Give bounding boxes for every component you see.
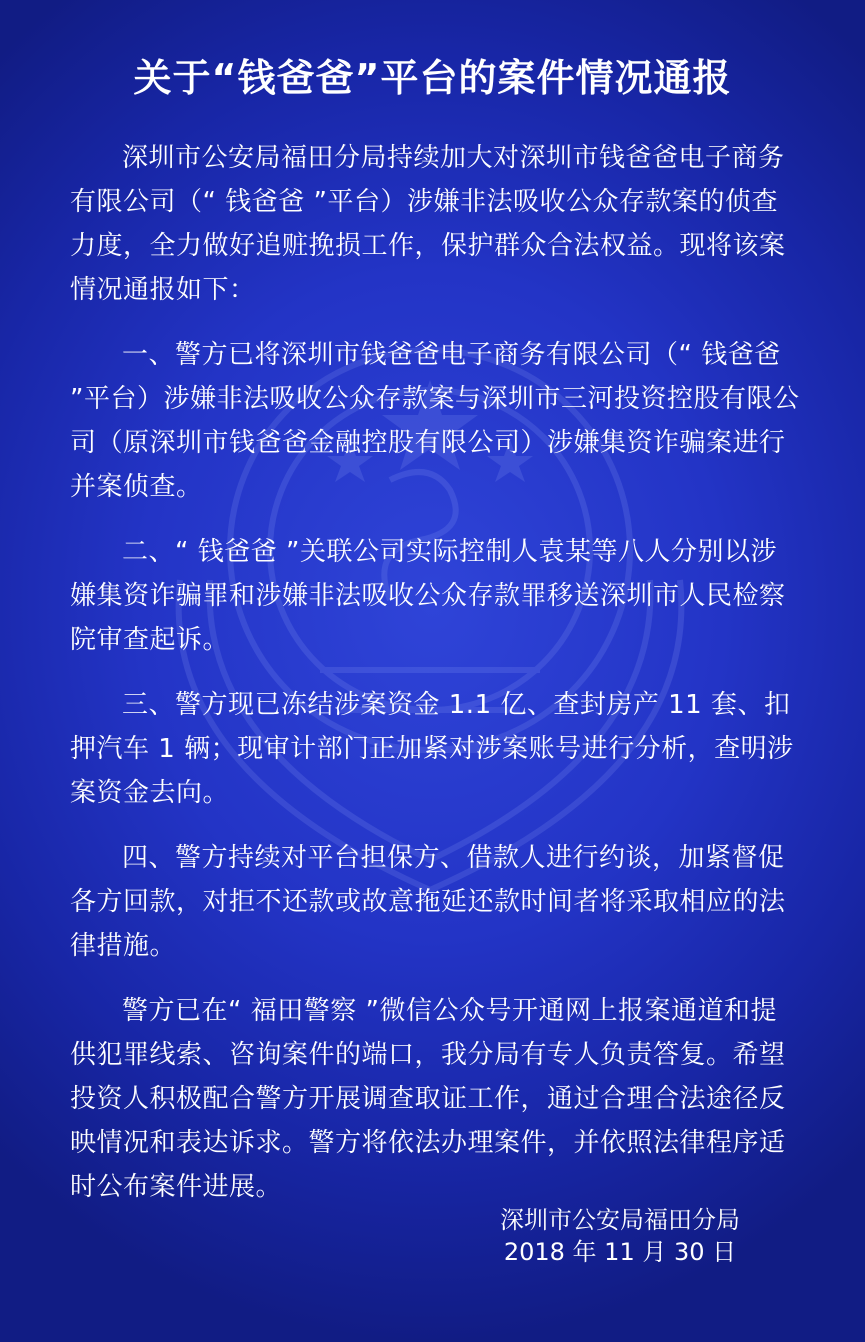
paragraph-item-3: 三、警方现已冻结涉案资金 1.1 亿、查封房产 11 套、扣押汽车 1 辆；现审计部门正加紧对涉案账号进行分析，查明涉案资金去向。 [70, 690, 794, 808]
paragraph-item-4: 四、警方持续对平台担保方、借款人进行约谈，加紧督促各方回款，对拒不还款或故意拖延还款时间者将采取相应的法律措施。 [70, 843, 786, 961]
signature-date: 2018 年 11 月 30 日 [503, 1238, 737, 1266]
signature-org: 深圳市公安局福田分局 [500, 1206, 740, 1234]
paragraph-closing: 警方已在“ 福田警察 ”微信公众号开通网上报案通道和提供犯罪线索、咨询案件的端口，我分局有专人负责答复。希望投资人积极配合警方开展调查取证工作，通过合理合法途径反映情况和表达诉求。警方将依法办理案件，并依照法律程序适时公布案件进展。 [70, 996, 786, 1202]
page-title: 关于“钱爸爸”平台的案件情况通报 [133, 56, 732, 100]
paragraph-intro: 深圳市公安局福田分局持续加大对深圳市钱爸爸电子商务有限公司（“ 钱爸爸 ”平台）涉嫌非法吸收公众存款案的侦查力度，全力做好追赃挽损工作，保护群众合法权益。现将该案情况通报如下： [70, 143, 786, 305]
paragraph-item-1: 一、警方已将深圳市钱爸爸电子商务有限公司（“ 钱爸爸 ”平台）涉嫌非法吸收公众存款案与深圳市三河投资控股有限公司（原深圳市钱爸爸金融控股有限公司）涉嫌集资诈骗案进行并案侦查。 [70, 340, 800, 502]
paragraph-item-2: 二、“ 钱爸爸 ”关联公司实际控制人袁某等八人分别以涉嫌集资诈骗罪和涉嫌非法吸收公众存款罪移送深圳市人民检察院审查起诉。 [70, 537, 786, 655]
notice-body [70, 136, 800, 1230]
signature-block [470, 1204, 770, 1268]
